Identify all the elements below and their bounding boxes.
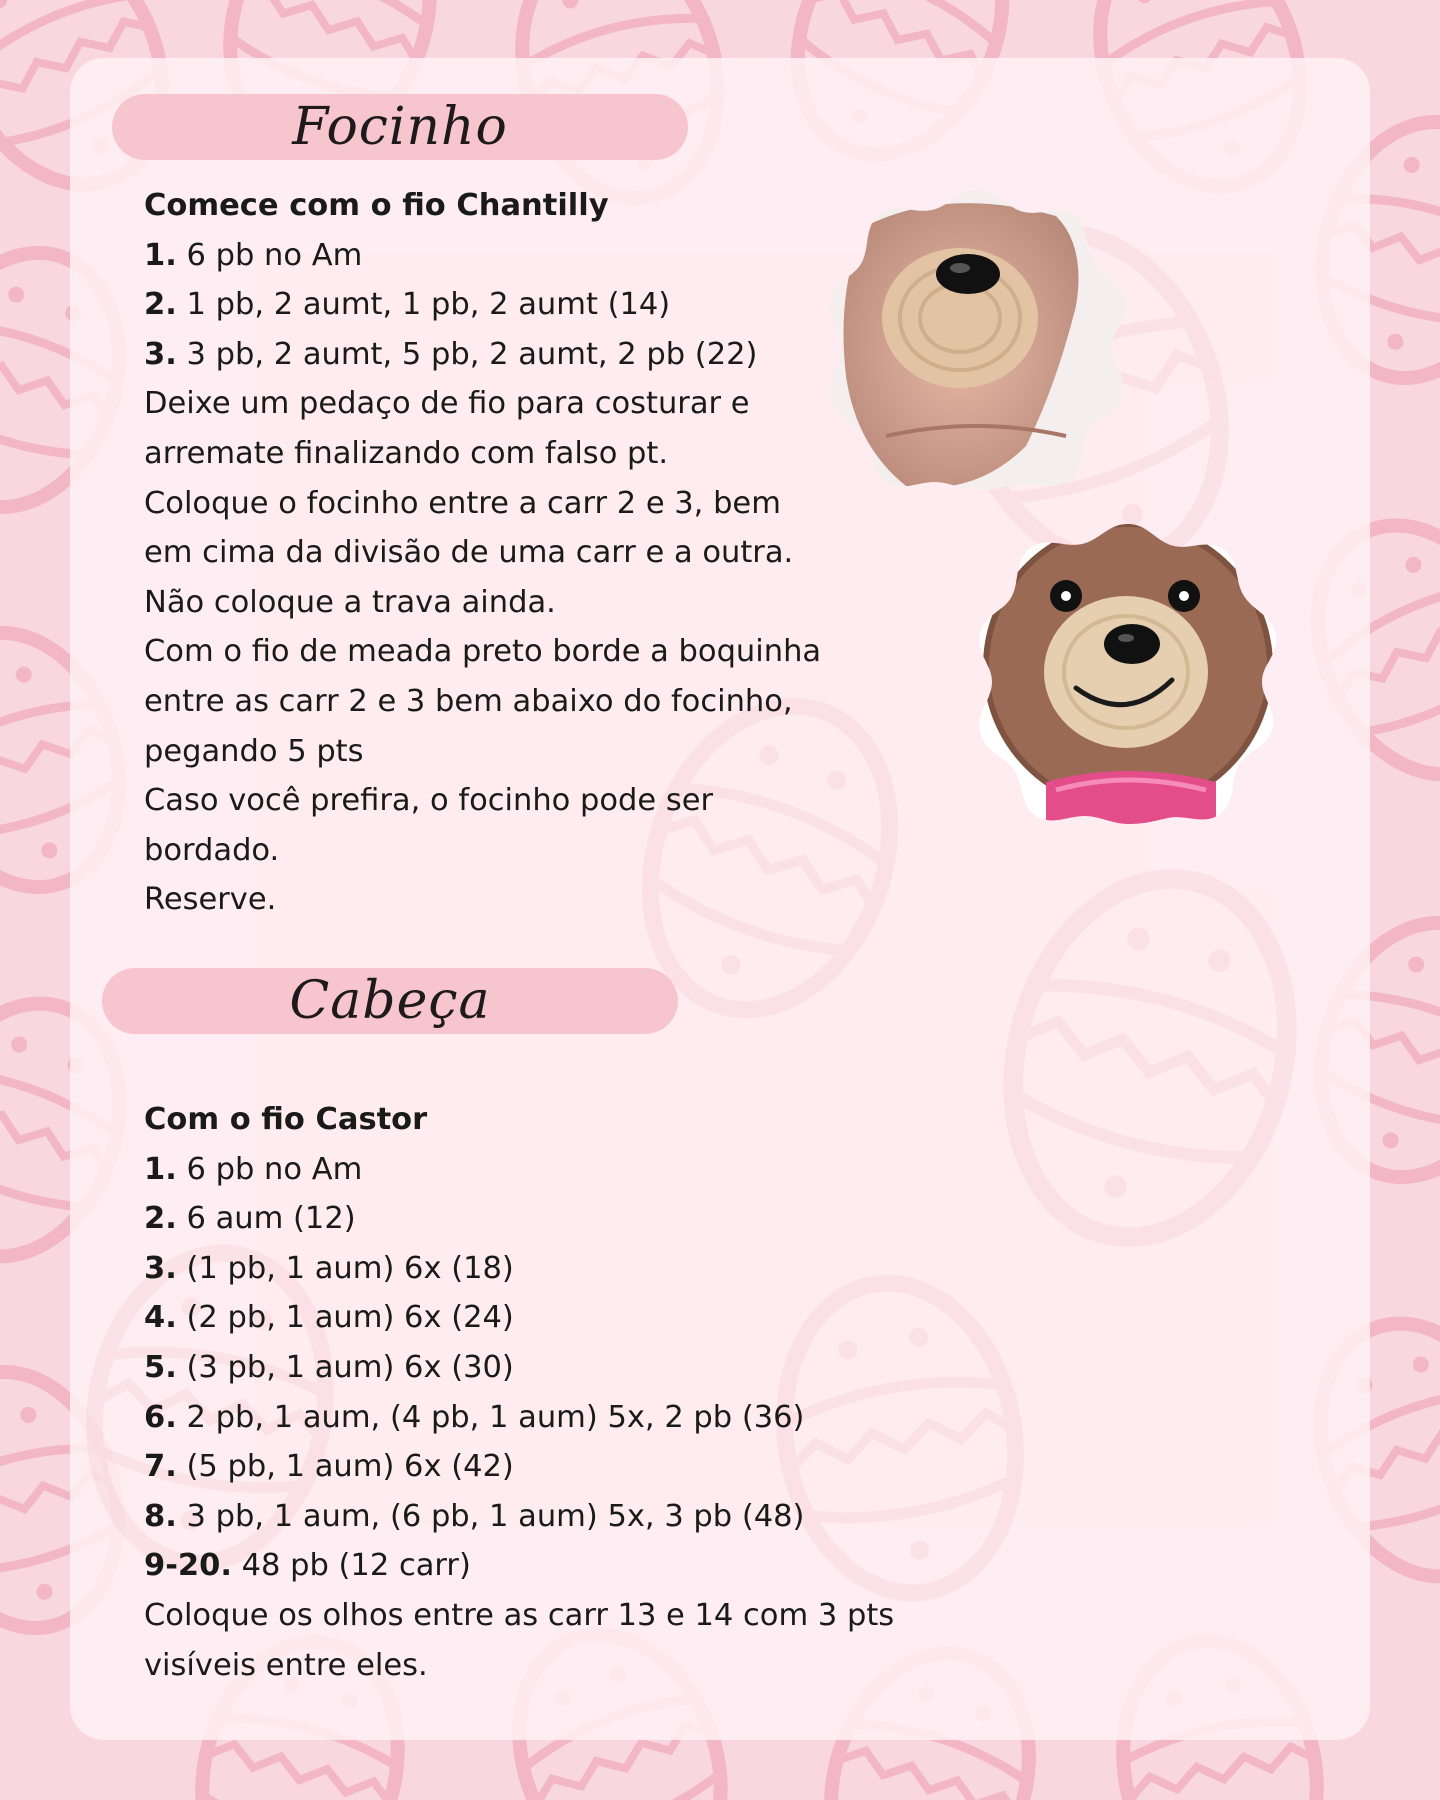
- round-text: 48 pb (12 carr): [231, 1548, 471, 1584]
- cabeca-instructions: [144, 1095, 904, 1690]
- note-line: em cima da divisão de uma carr e a outra.: [144, 535, 794, 571]
- round-line: [144, 1145, 904, 1195]
- note-line: pegando 5 pts: [144, 733, 364, 769]
- round-number: 2.: [144, 287, 177, 323]
- note-line: Não coloque a trava ainda.: [144, 584, 556, 620]
- round-line: [144, 1343, 904, 1393]
- focinho-instructions: [144, 181, 844, 925]
- round-number: 8.: [144, 1498, 177, 1534]
- round-text: 6 aum (12): [176, 1201, 356, 1237]
- round-text: (5 pb, 1 aum) 6x (42): [176, 1449, 514, 1485]
- round-line: [144, 231, 844, 281]
- round-number: 3.: [144, 336, 177, 372]
- note-line: Coloque os olhos entre as carr 13 e 14 com 3 pts: [144, 1597, 895, 1633]
- note-line: arremate finalizando com falso pt.: [144, 435, 669, 471]
- round-number: 1.: [144, 237, 177, 273]
- section-title-pill-cabeca: [102, 968, 678, 1034]
- round-number: 6.: [144, 1399, 177, 1435]
- round-text: 3 pb, 1 aum, (6 pb, 1 aum) 5x, 3 pb (48): [176, 1498, 805, 1534]
- crochet-bear-head-photo-icon: [976, 520, 1280, 824]
- round-line: [144, 330, 844, 380]
- round-text: 1 pb, 2 aumt, 1 pb, 2 aumt (14): [176, 287, 671, 323]
- round-number: 1.: [144, 1151, 177, 1187]
- round-number: 9-20.: [144, 1548, 232, 1584]
- round-text: (1 pb, 1 aum) 6x (18): [176, 1250, 514, 1286]
- round-line: [144, 1194, 904, 1244]
- round-number: 3.: [144, 1250, 177, 1286]
- round-text: 6 pb no Am: [176, 237, 363, 273]
- note-line: entre as carr 2 e 3 bem abaixo do focinho,: [144, 683, 793, 719]
- round-text: (3 pb, 1 aum) 6x (30): [176, 1349, 514, 1385]
- section-title-cabeca: Cabeça: [289, 971, 491, 1031]
- round-text: (2 pb, 1 aum) 6x (24): [176, 1300, 514, 1336]
- round-line: [144, 1541, 904, 1591]
- round-text: 3 pb, 2 aumt, 5 pb, 2 aumt, 2 pb (22): [176, 336, 758, 372]
- note-line: Deixe um pedaço de fio para costurar e: [144, 386, 750, 422]
- round-line: [144, 1293, 904, 1343]
- focinho-yarn-heading: Comece com o fio Chantilly: [144, 188, 609, 223]
- crochet-snout-photo-icon: [826, 186, 1130, 490]
- note-line: Caso você prefira, o focinho pode ser: [144, 783, 714, 819]
- round-line: [144, 1442, 904, 1492]
- round-line: [144, 1393, 904, 1443]
- round-number: 5.: [144, 1349, 177, 1385]
- note-line: Coloque o focinho entre a carr 2 e 3, bem: [144, 485, 781, 521]
- note-line: Com o fio de meada preto borde a boquinha: [144, 634, 822, 670]
- cabeca-yarn-heading: Com o fio Castor: [144, 1102, 428, 1137]
- section-title-pill-focinho: [112, 94, 688, 160]
- round-number: 4.: [144, 1300, 177, 1336]
- round-line: [144, 1244, 904, 1294]
- round-text: 6 pb no Am: [176, 1151, 363, 1187]
- note-line: visíveis entre eles.: [144, 1647, 428, 1683]
- note-line: bordado.: [144, 832, 280, 868]
- round-line: [144, 280, 844, 330]
- note-line: Reserve.: [144, 882, 277, 918]
- section-title-focinho: Focinho: [292, 97, 508, 157]
- round-text: 2 pb, 1 aum, (4 pb, 1 aum) 5x, 2 pb (36): [176, 1399, 805, 1435]
- round-number: 2.: [144, 1201, 177, 1237]
- round-number: 7.: [144, 1449, 177, 1485]
- round-line: [144, 1492, 904, 1542]
